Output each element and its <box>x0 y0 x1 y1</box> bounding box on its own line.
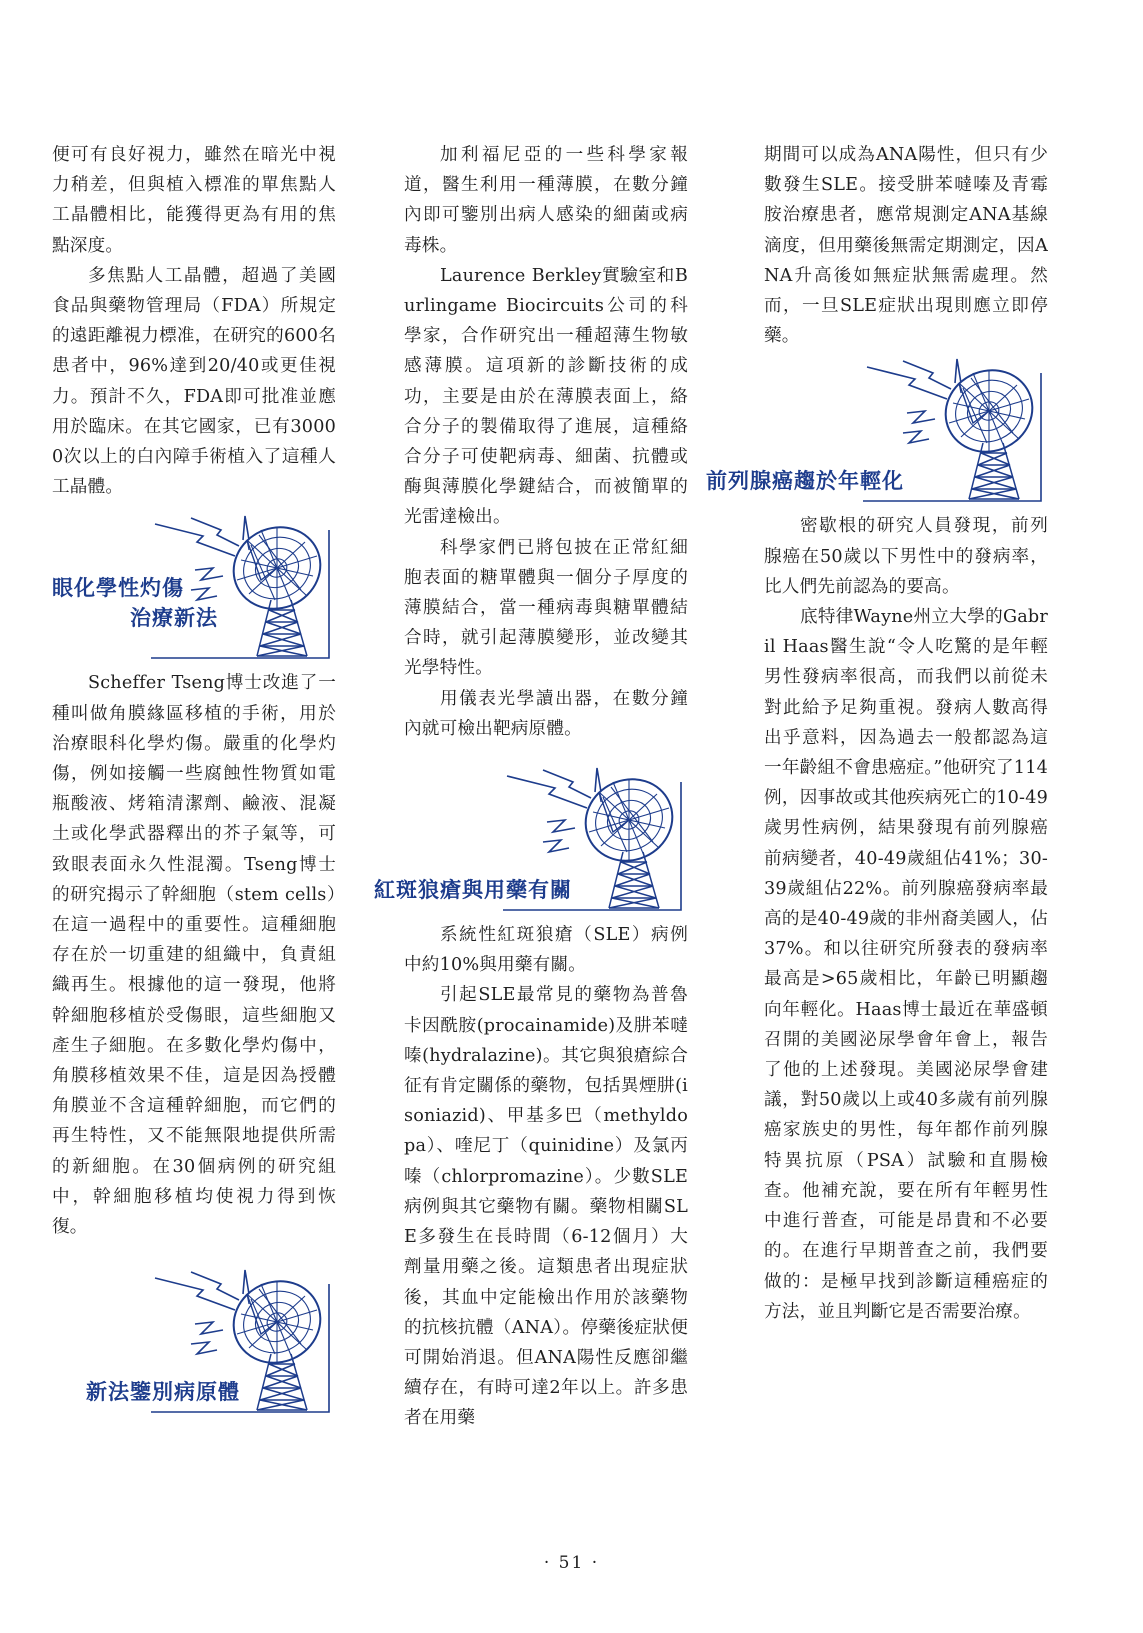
heading-line-2: 治療新法 <box>130 606 218 631</box>
section-heading-pathogen <box>52 1264 336 1414</box>
paragraph: 期間可以成為ANA陽性，但只有少數發生SLE。接受肼苯噠嗪及青霉胺治療患者，應常規測定ANA基線滴度，但用藥後無需定期測定，因ANA升高後如無症狀無需處理。然而，一旦SLE症狀出現則應立即停藥。 <box>764 145 1048 347</box>
section-heading-prostate <box>706 353 1048 503</box>
paragraph: 便可有良好視力，雖然在暗光中視力稍差，但與植入標准的單焦點人工晶體相比，能獲得更為有用的焦點深度。 <box>52 145 336 256</box>
heading-title: 前列腺癌趨於年輕化 <box>706 469 904 494</box>
paragraph: Laurence Berkley實驗室和Burlingame Biocircuits公司的科學家，合作研究出一種超薄生物敏感薄膜。這項新的診斷技術的成功，主要是由於在薄膜表面上，絡合分子的製備取得了進展，這種絡合分子可使靶病毒、細菌、抗體或酶與薄膜化學鍵結合，而被簡單的光雷達檢出。 <box>404 265 688 528</box>
heading-title: 紅斑狼瘡與用藥有關 <box>374 878 572 903</box>
column-2 <box>374 140 688 1434</box>
paragraph: 底特律Wayne州立大學的Gabril Haas醫生說“令人吃驚的是年輕男性發病率很高，而我們以前從未對此給予足夠重視。發病人數高得出乎意料，因為過去一般都認為這一年齡組不會患癌症。”他研究了114例，因事故或其他疾病死亡的10-49歲男性病例，結果發現有前列腺癌前病變者，40-49歲組佔41%；30-39歲組佔22%。前列腺癌發病率最高的是40-49歲的非州裔美國人，佔37%。和以往研究所發表的發病率最高是>65歲相比，年齡已明顯趨向年輕化。Haas博士最近在華盛頓召開的美國泌尿學會年會上，報告了他的上述發現。美國泌尿學會建議，對50歲以上或40多歲有前列腺癌家族史的男性，每年都作前列腺特異抗原（PSA）試驗和直腸檢查。他補充說，要在所有年輕男性中進行普查，可能是昂貴和不必要的。在進行早期普查之前，我們要做的：是極早找到診斷這種癌症的方法，並且判斷它是否需要治療。 <box>764 607 1048 1322</box>
paragraph: 科學家們已將包披在正常紅細胞表面的糖單體與一個分子厚度的薄膜結合，當一種病毒與糖單體結合時，就引起薄膜變形，並改變其光學特性。 <box>404 537 688 679</box>
paragraph: 密歇根的研究人員發現，前列腺癌在50歲以下男性中的發病率，比人們先前認為的要高。 <box>764 516 1048 597</box>
paragraph: 多焦點人工晶體，超過了美國食品與藥物管理局（FDA）所規定的遠距離視力標准，在研究的600名患者中，96%達到20/40或更佳視力。預計不久，FDA即可批准並應用於臨床。在其它國家，已有30000次以上的白內障手術植入了這種人工晶體。 <box>52 265 336 498</box>
column-3 <box>706 140 1048 1327</box>
column-1 <box>52 140 336 1422</box>
heading-line-1: 眼化學性灼傷 <box>52 576 184 601</box>
page-number: · 51 · <box>543 1553 600 1573</box>
section-heading-eye-burn <box>52 510 336 660</box>
section-heading-lupus <box>374 762 688 912</box>
paragraph: Scheffer Tseng博士改進了一種叫做角膜緣區移植的手術，用於治療眼科化學灼傷。嚴重的化學灼傷，例如接觸一些腐蝕性物質如電瓶酸液、烤箱清潔劑、鹼液、混凝土或化學武器釋出的芥子氣等，可致眼表面永久性混濁。Tseng博士的研究揭示了幹細胞（stem cells）在這一過程中的重要性。這種細胞存在於一切重建的組織中，負責組織再生。根據他的這一發現，他將幹細胞移植於受傷眼，這些細胞又產生子細胞。在多數化學灼傷中，角膜移植效果不佳，這是因為授體角膜並不含這種幹細胞，而它們的再生特性，又不能無限地提供所需的新細胞。在30個病例的研究組中，幹細胞移植均使視力得到恢復。 <box>52 673 336 1238</box>
paragraph: 引起SLE最常見的藥物為普魯卡因酰胺(procainamide)及肼苯噠嗪(hydralazine)。其它與狼瘡綜合征有肯定關係的藥物，包括異煙肼(isoniazid)、甲基多巴（methyldopa）、喹尼丁（quinidine）及氯丙嗪（chlorpromazine）。少數SLE病例與其它藥物有關。藥物相關SLE多發生在長時間（6-12個月）大劑量用藥之後。這類患者出現症狀後，其血中定能檢出作用於該藥物的抗核抗體（ANA）。停藥後症狀便可開始消退。但ANA陽性反應卻繼續存在，有時可達2年以上。許多患者在用藥 <box>404 985 688 1429</box>
heading-title: 新法鑒別病原體 <box>86 1380 240 1405</box>
paragraph: 加利福尼亞的一些科學家報道，醫生利用一種薄膜，在數分鐘內即可鑒別出病人感染的細菌或病毒株。 <box>404 145 688 256</box>
paragraph: 用儀表光學讀出器，在數分鐘內就可檢出靶病原體。 <box>404 688 688 739</box>
paragraph: 系統性紅斑狼瘡（SLE）病例中約10%與用藥有關。 <box>404 925 688 976</box>
